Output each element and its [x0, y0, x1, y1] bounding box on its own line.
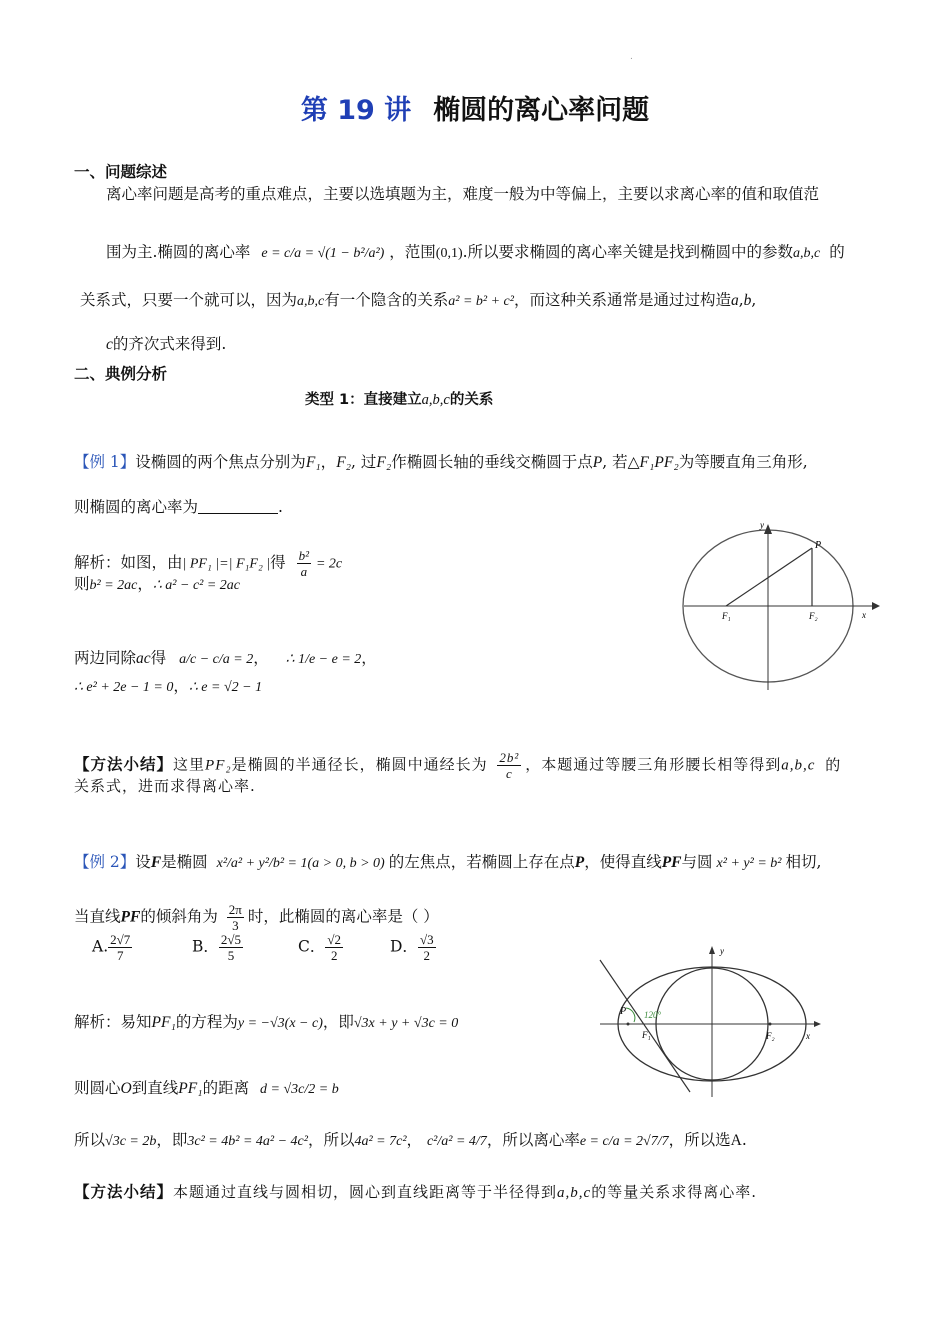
focus-F1-dot	[627, 1023, 630, 1026]
section1-line3: 关系式，只要一个就可以，因为a,b,c有一个隐含的关系a² = b² + c²，而这种关系通常是通过过构造a,b,	[80, 291, 757, 309]
fig1-x-label: x	[862, 610, 866, 620]
option-b[interactable]: B． $\frac{2√5}{5}$	[192, 932, 242, 963]
fig2-F2-label: F₂	[766, 1031, 775, 1041]
summary2-tag: 【方法小结】	[74, 1183, 174, 1201]
fig1-F1-label: F₁	[722, 611, 731, 621]
example2-question: 【例 2】设F是椭圆 x²/a² + y²/b² = 1(a > 0, b > 0) 的左焦点，若椭圆上存在点P，使得直线PF与圆 x² + y² = b² 相切,	[74, 853, 822, 871]
example2-solution-line3: 所以√3c = 2b，即3c² = 4b² = 4a² − 4c²，所以4a² = 7c²， c²/a² = 4/7，所以离心率e = c/a = 2√7/7，所以选A.	[74, 1131, 747, 1149]
summary1-tag: 【方法小结】	[74, 755, 174, 774]
section1-line1: 离心率问题是高考的重点难点，主要以选填题为主，难度一般为中等偏上，主要以求离心率的值和取值范	[106, 185, 820, 203]
line-PF	[600, 960, 690, 1092]
lecture-title: 椭圆的离心率问题	[433, 95, 650, 126]
segment-F1P	[726, 548, 812, 606]
focus-F2-dot	[769, 1023, 772, 1026]
example2-tag: 【例 2】	[74, 853, 136, 871]
summary1-line2: 关系式，进而求得离心率.	[74, 777, 256, 795]
y-axis-arrow-2	[709, 946, 715, 954]
y-axis-arrow	[764, 524, 772, 534]
option-a[interactable]: A. $\frac{2√7}{7}$	[92, 932, 131, 963]
summary2-line: 【方法小结】本题通过直线与圆相切，圆心到直线距离等于半径得到a,b,c的等量关系求得离心率.	[74, 1183, 757, 1201]
example2-solution-line2: 则圆心O到直线PF₁的距离 d = √3c/2 = b	[74, 1079, 339, 1097]
example2-figure	[590, 942, 830, 1102]
fig2-F1-label: F₁	[642, 1030, 651, 1040]
example1-figure	[670, 512, 885, 692]
fig2-y-label: y	[720, 946, 724, 956]
fig1-F2-label: F₂	[809, 611, 818, 621]
example1-solution-line3: 两边同除ac得 a/c − c/a = 2， ∴ 1/e − e = 2，	[74, 649, 377, 667]
example1-solution-line2: 则b² = 2ac，∴ a² − c² = 2ac	[74, 575, 241, 593]
fig2-x-label: x	[806, 1031, 810, 1041]
eccentricity-formula: e = c/a = √(1 − b²/a²)	[261, 246, 385, 261]
example2-solution-line1: 解析：易知PF₁的方程为y = −√3(x − c)，即√3x + y + √3c = 0	[74, 1013, 459, 1031]
option-d[interactable]: D． $\frac{√3}{2}$	[390, 932, 434, 963]
section1-line4: c的齐次式来得到.	[106, 335, 227, 353]
type1-label: 类型 1：直接建立a,b,c的关系	[305, 392, 494, 408]
lecture-number: 第 19 讲	[300, 95, 412, 126]
section2-heading: 二、典例分析	[74, 365, 168, 383]
answer-blank[interactable]	[198, 497, 278, 514]
example1-tag: 【例 1】	[74, 453, 136, 471]
fig1-P-label: P	[815, 540, 822, 551]
fig2-P-label: P	[620, 1006, 627, 1017]
page-title	[0, 88, 950, 127]
section1-heading: 一、问题综述	[74, 163, 168, 181]
corner-mark: .	[630, 52, 633, 62]
example1-question-line2: 则椭圆的离心率为 .	[74, 498, 283, 516]
example1-solution-line4: ∴ e² + 2e − 1 = 0，∴ e = √2 − 1	[74, 677, 263, 695]
example1-solution-line1: 解析：如图，由| PF₁ |=| F₁F₂ |得 $\frac{\text{b²}}{a}$ = 2c	[74, 548, 343, 579]
example1-question: 【例 1】设椭圆的两个焦点分别为F₁，F₂, 过F₂作椭圆长轴的垂线交椭圆于点P, 若△F₁PF₂为等腰直角三角形,	[74, 453, 808, 471]
x-axis-arrow-2	[814, 1021, 821, 1027]
example2-question-line2: 当直线PF的倾斜角为 $\frac{2\pi}{3}$ 时，此椭圆的离心率是（ ）	[74, 902, 439, 933]
section1-line2: 围为主.椭圆的离心率 e = c/a = √(1 − b²/a²) ，范围(0,1).所以要求椭圆的离心率关键是找到椭圆中的参数a,b,c 的	[106, 243, 845, 261]
summary1-line1: 【方法小结】这里PF₂是椭圆的半通径长，椭圆中通经长为 $\frac{\text{2b²}}{c}$ ，本题通过等腰三角形腰长相等得到a,b,c 的	[74, 750, 842, 781]
x-axis-arrow	[872, 602, 880, 610]
fig1-y-label: y	[760, 520, 764, 530]
option-c[interactable]: C． $\frac{√2}{2}$	[298, 932, 342, 963]
fig2-angle-label: 120°	[644, 1010, 662, 1020]
